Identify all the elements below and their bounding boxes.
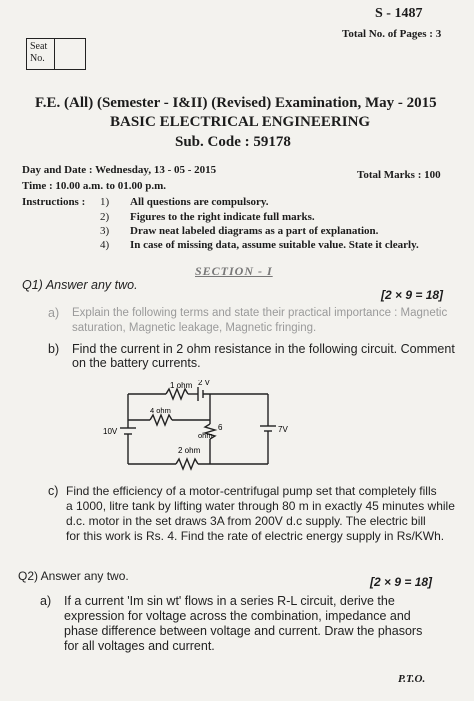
q1b-line1: Find the current in 2 ohm resistance in the following circuit. Comment: [72, 342, 455, 356]
q1a-num: a): [48, 306, 60, 320]
v2-label: 2 V: [198, 380, 211, 387]
paper-code: S - 1487: [375, 6, 423, 21]
q2a-num: a): [40, 594, 52, 608]
instruction-num: 3): [100, 225, 110, 237]
instruction-num: 4): [100, 239, 110, 251]
r6-unit-label: ohm: [198, 431, 213, 440]
q1c-line2: a 1000, litre tank by lifting water through 80 m in exactly 45 minutes while: [66, 499, 455, 513]
q2a-line2: expression for voltage across the combination, impedance and: [64, 609, 411, 623]
q2-label: Q2) Answer any two.: [18, 569, 129, 583]
instruction-num: 1): [100, 196, 110, 208]
total-marks: Total Marks : 100: [357, 169, 441, 181]
q2a-line1: If a current 'Im sin wt' flows in a series R-L circuit, derive the: [64, 594, 395, 608]
q1c-num: c): [48, 484, 59, 498]
q1a-line2: saturation, Magnetic leakage, Magnetic fringing.: [72, 322, 317, 334]
q2-marks: [2 × 9 = 18]: [370, 575, 433, 589]
total-pages: Total No. of Pages : 3: [342, 28, 442, 40]
q1c-line4: for this work is Rs. 4. Find the rate of electric energy supply in Rs/KWh.: [66, 529, 445, 543]
v10-label: 10V: [103, 427, 118, 436]
q1c-line1: Find the efficiency of a motor-centrifugal pump set that completely fills: [66, 484, 437, 498]
q1-marks: [2 × 9 = 18]: [381, 288, 444, 302]
q2a-line4: for all voltages and current.: [64, 639, 215, 653]
section-heading: SECTION - I: [195, 264, 273, 278]
seat-number-box: [26, 38, 86, 70]
q1b-line2: on the battery currents.: [72, 356, 201, 370]
q1a-line1: Explain the following terms and state their practical importance : Magnetic: [72, 307, 448, 319]
seat-number-blank: [55, 39, 85, 69]
instructions-label: Instructions :: [22, 196, 86, 208]
instruction-num: 2): [100, 211, 110, 223]
exam-title: F.E. (All) (Semester - I&II) (Revised) Examination, May - 2015: [35, 95, 437, 111]
instruction-text: Draw neat labeled diagrams as a part of explanation.: [130, 225, 379, 237]
instruction-text: Figures to the right indicate full marks.: [130, 211, 315, 223]
subject-title: BASIC ELECTRICAL ENGINEERING: [110, 114, 371, 130]
circuit-diagram: [100, 380, 300, 472]
q1c-line3: d.c. motor in the set draws 3A from 200V d.c supply. The electric bill: [66, 514, 426, 528]
instruction-text: All questions are compulsory.: [130, 196, 269, 208]
q2a-line3: phase difference between voltage and current. Draw the phasors: [64, 624, 423, 638]
pto-label: P.T.O.: [398, 673, 426, 685]
r2-label: 2 ohm: [178, 446, 201, 455]
r4-label: 4 ohm: [150, 406, 171, 415]
q1b-num: b): [48, 342, 60, 356]
subject-code: Sub. Code : 59178: [175, 134, 291, 150]
seat-label: Seat No.: [27, 39, 55, 69]
instruction-text: In case of missing data, assume suitable value. State it clearly.: [130, 239, 419, 251]
exam-time: Time : 10.00 a.m. to 01.00 p.m.: [22, 180, 167, 192]
q1-label: Q1) Answer any two.: [22, 278, 138, 292]
v7-label: 7V: [278, 425, 288, 434]
r1-label: 1 ohm: [170, 381, 193, 390]
day-date: Day and Date : Wednesday, 13 - 05 - 2015: [22, 164, 217, 176]
r6-label: 6: [218, 423, 223, 432]
